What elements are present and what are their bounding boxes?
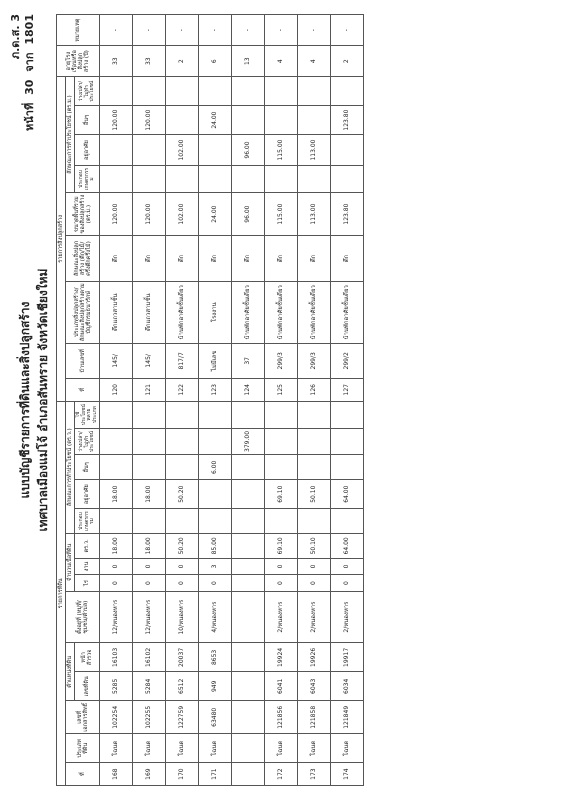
cell-no: 170 [166, 763, 199, 786]
cell-b-agri [133, 166, 166, 193]
cell-mat: ตึก [199, 236, 232, 281]
cell-age: 2 [166, 46, 199, 77]
cell-doc-no: 63480 [199, 701, 232, 734]
cell-parcel: 2/หนองหาร [298, 591, 331, 643]
table-body [100, 15, 364, 786]
cell-mat: ตึก [331, 236, 364, 281]
cell-vacant [166, 428, 199, 455]
cell-b-no: 125 [265, 378, 298, 401]
cell-ngan [232, 558, 265, 575]
col-b-area: ขนาดพื้นที่รวมของสิ่งปลูกสร้าง (ตร.ม.) [66, 192, 100, 235]
cell-b-agri [298, 166, 331, 193]
cell-b-vacant [298, 77, 331, 106]
cell-doc-no: 102255 [133, 701, 166, 734]
cell-b-other: 123.80 [331, 106, 364, 135]
cell-vacant: 379.00 [232, 428, 265, 455]
group-use-land: ลักษณะการทำประโยชน์ (ตร.ว.) [66, 401, 75, 533]
cell-remark: - [100, 15, 133, 46]
col-remark: หมายเหตุ [57, 15, 100, 46]
col-rai: ไร่ [75, 575, 100, 592]
cell-b-agri [166, 166, 199, 193]
cell-b-res: 113.00 [298, 135, 331, 166]
cell-no: 171 [199, 763, 232, 786]
cell-parcel: 10/หนองหาร [166, 591, 199, 643]
cell-age: 6 [199, 46, 232, 77]
cell-other [133, 455, 166, 480]
cell-remark: - [166, 15, 199, 46]
group-building-header: รายการสิ่งปลูกสร้าง [57, 77, 66, 401]
cell-b-no: 126 [298, 378, 331, 401]
of-label: จาก [23, 52, 36, 72]
cell-rai: 0 [100, 575, 133, 592]
cell-b-agri [232, 166, 265, 193]
cell-barea: 115.00 [265, 192, 298, 235]
cell-res [232, 480, 265, 509]
cell-mixed [166, 401, 199, 428]
cell-house: ไม่มีเลข [199, 343, 232, 378]
cell-b-vacant [265, 77, 298, 106]
cell-b-vacant [133, 77, 166, 106]
table-row [100, 15, 133, 786]
cell-btype: บ้านพักอาศัยชั้นเดียว [265, 281, 298, 343]
col-survey-page: หน้าสำรวจ [75, 643, 100, 672]
table-row [298, 15, 331, 786]
cell-doc-no: 121856 [265, 701, 298, 734]
cell-res: 50.20 [166, 480, 199, 509]
cell-barea: 24.00 [199, 192, 232, 235]
cell-b-no: 124 [232, 378, 265, 401]
col-other: อื่นๆ [75, 455, 100, 480]
cell-mat: ตึก [265, 236, 298, 281]
cell-land-no: 6512 [166, 672, 199, 701]
cell-doc: โฉนด [166, 734, 199, 763]
cell-doc-no: 102254 [100, 701, 133, 734]
cell-sqwa [232, 533, 265, 558]
cell-parcel: 12/หนองหาร [133, 591, 166, 643]
cell-land-no: 6034 [331, 672, 364, 701]
cell-agri [298, 509, 331, 534]
table-row [166, 15, 199, 786]
cell-b-res [100, 135, 133, 166]
cell-rai: 0 [265, 575, 298, 592]
cell-doc: โฉนด [298, 734, 331, 763]
cell-vacant [331, 428, 364, 455]
land-building-table [56, 14, 364, 786]
cell-land-no: 5285 [100, 672, 133, 701]
cell-mat: ตึก [166, 236, 199, 281]
group-use-building: ลักษณะการทำประโยชน์ (ตร.ม.) [66, 77, 75, 193]
cell-ngan: 0 [133, 558, 166, 575]
cell-doc: โฉนด [199, 734, 232, 763]
cell-barea: 96.00 [232, 192, 265, 235]
cell-b-res: 115.00 [265, 135, 298, 166]
cell-house: 299/3 [298, 343, 331, 378]
cell-b-res [331, 135, 364, 166]
col-land-no: เลขที่ดิน [75, 672, 100, 701]
cell-land-no [232, 672, 265, 701]
cell-btype: ตึกแถวสามชั้น [100, 281, 133, 343]
cell-mat: ตึก [232, 236, 265, 281]
col-no: ที่ [66, 763, 100, 786]
cell-b-res [133, 135, 166, 166]
cell-doc-no: 121849 [331, 701, 364, 734]
cell-res: 18.00 [100, 480, 133, 509]
cell-barea: 102.00 [166, 192, 199, 235]
cell-no: 168 [100, 763, 133, 786]
page-label: หน้าที่ [23, 102, 36, 131]
cell-other [232, 455, 265, 480]
cell-sqwa: 50.20 [166, 533, 199, 558]
cell-b-no: 127 [331, 378, 364, 401]
cell-b-other: 24.00 [199, 106, 232, 135]
cell-agri [265, 509, 298, 534]
cell-rai: 0 [331, 575, 364, 592]
cell-res: 69.10 [265, 480, 298, 509]
cell-other [298, 455, 331, 480]
cell-agri [232, 509, 265, 534]
document-title: แบบบัญชีรายการที่ดินและสิ่งปลูกสร้าง [18, 301, 32, 499]
group-location: ตำแหน่งที่ดิน [66, 643, 75, 701]
cell-doc-no [232, 701, 265, 734]
cell-age: 13 [232, 46, 265, 77]
col-material: ลักษณะสิ่งปลูกสร้าง (ตึก/ไม้/ครึ่งตึกครึ่งไม้) [66, 236, 100, 281]
col-agri: ประกอบเกษตรกรรม [75, 509, 100, 534]
cell-res: 18.00 [133, 480, 166, 509]
cell-b-other [298, 106, 331, 135]
col-b-type: ประเภทสิ่งปลูกสร้าง/ลักษณะสิ่งปลูกสร้างตามบัญชีกรมธนารักษ์ [66, 281, 100, 343]
cell-ngan: 0 [166, 558, 199, 575]
cell-parcel: 2/หนองหาร [265, 591, 298, 643]
cell-remark: - [133, 15, 166, 46]
cell-age: 4 [265, 46, 298, 77]
col-b-residential: อยู่อาศัย [75, 135, 100, 166]
cell-barea: 120.00 [100, 192, 133, 235]
cell-b-no: 123 [199, 378, 232, 401]
cell-other [166, 455, 199, 480]
cell-parcel: 2/หนองหาร [331, 591, 364, 643]
cell-age: 33 [133, 46, 166, 77]
cell-b-no: 121 [133, 378, 166, 401]
cell-age: 4 [298, 46, 331, 77]
table-row [265, 15, 298, 786]
cell-no: 169 [133, 763, 166, 786]
cell-b-other: 120.00 [133, 106, 166, 135]
cell-b-res: 96.00 [232, 135, 265, 166]
cell-other [265, 455, 298, 480]
cell-house: 145/ [133, 343, 166, 378]
cell-ngan: 3 [199, 558, 232, 575]
cell-parcel [232, 591, 265, 643]
cell-land-no: 949 [199, 672, 232, 701]
cell-land-no: 5284 [133, 672, 166, 701]
cell-house: 299/2 [331, 343, 364, 378]
cell-rai: 0 [199, 575, 232, 592]
cell-land-no: 6041 [265, 672, 298, 701]
cell-btype: บ้านพักอาศัยชั้นเดียว [298, 281, 331, 343]
group-land-header: รายการที่ดิน [57, 401, 66, 785]
cell-doc: โฉนด [133, 734, 166, 763]
table-row [199, 15, 232, 786]
cell-rai: 0 [298, 575, 331, 592]
cell-res: 64.00 [331, 480, 364, 509]
cell-b-agri [331, 166, 364, 193]
col-residential: อยู่อาศัย [75, 480, 100, 509]
cell-no: 174 [331, 763, 364, 786]
cell-doc: โฉนด [100, 734, 133, 763]
cell-b-agri [100, 166, 133, 193]
cell-mixed [133, 401, 166, 428]
cell-vacant [265, 428, 298, 455]
col-house-no: บ้านเลขที่ [66, 343, 100, 378]
cell-barea: 113.00 [298, 192, 331, 235]
cell-parcel: 12/หนองหาร [100, 591, 133, 643]
cell-vacant [298, 428, 331, 455]
cell-vacant [133, 428, 166, 455]
cell-ngan: 0 [100, 558, 133, 575]
cell-doc-no: 121858 [298, 701, 331, 734]
table-row [331, 15, 364, 786]
cell-rai: 0 [166, 575, 199, 592]
cell-remark: - [199, 15, 232, 46]
cell-b-agri [199, 166, 232, 193]
cell-survey: 8653 [199, 643, 232, 672]
col-b-vacant: ว่างเปล่า/ไม่ทำประโยชน์ [75, 77, 100, 106]
cell-mixed [265, 401, 298, 428]
cell-mixed [331, 401, 364, 428]
cell-vacant [199, 428, 232, 455]
cell-doc [232, 734, 265, 763]
cell-barea: 123.80 [331, 192, 364, 235]
cell-other: 6.00 [199, 455, 232, 480]
cell-mixed [298, 401, 331, 428]
col-doc-no: เลขที่เอกสารสิทธิ์ [66, 701, 100, 734]
cell-doc-no: 122759 [166, 701, 199, 734]
cell-remark: - [265, 15, 298, 46]
cell-agri [166, 509, 199, 534]
cell-b-vacant [199, 77, 232, 106]
cell-sqwa: 18.00 [100, 533, 133, 558]
table-row [232, 15, 265, 786]
cell-no: 172 [265, 763, 298, 786]
cell-b-vacant [166, 77, 199, 106]
total-pages: 1801 [23, 14, 36, 45]
cell-btype: บ้านพักอาศัยชั้นเดียว [331, 281, 364, 343]
cell-mat: ตึก [133, 236, 166, 281]
cell-survey: 19924 [265, 643, 298, 672]
cell-b-other [265, 106, 298, 135]
cell-rai: 0 [133, 575, 166, 592]
cell-mixed [232, 401, 265, 428]
cell-no: 173 [298, 763, 331, 786]
cell-res: 50.10 [298, 480, 331, 509]
page-number: 30 [23, 79, 36, 95]
cell-b-res [199, 135, 232, 166]
cell-sqwa: 69.10 [265, 533, 298, 558]
cell-ngan: 0 [331, 558, 364, 575]
cell-remark: - [298, 15, 331, 46]
cell-age: 2 [331, 46, 364, 77]
cell-doc: โฉนด [331, 734, 364, 763]
cell-remark: - [331, 15, 364, 46]
cell-agri [100, 509, 133, 534]
cell-survey: 19926 [298, 643, 331, 672]
cell-survey: 19917 [331, 643, 364, 672]
cell-mat: ตึก [100, 236, 133, 281]
cell-sqwa: 18.00 [133, 533, 166, 558]
col-sqwa: ตร.ว. [75, 533, 100, 558]
cell-b-agri [265, 166, 298, 193]
cell-survey [232, 643, 265, 672]
cell-b-vacant [331, 77, 364, 106]
cell-age: 33 [100, 46, 133, 77]
cell-b-other: 120.00 [100, 106, 133, 135]
cell-sqwa: 85.00 [199, 533, 232, 558]
cell-agri [331, 509, 364, 534]
cell-survey: 20037 [166, 643, 199, 672]
col-ngan: งาน [75, 558, 100, 575]
cell-land-no: 6043 [298, 672, 331, 701]
cell-other [331, 455, 364, 480]
cell-survey: 16103 [100, 643, 133, 672]
cell-no [232, 763, 265, 786]
cell-b-no: 120 [100, 378, 133, 401]
cell-mixed [100, 401, 133, 428]
col-age: อายุโรงเรือนหรือสิ่งปลูกสร้าง (ปี) [57, 46, 100, 77]
cell-b-res: 102.00 [166, 135, 199, 166]
cell-sqwa: 64.00 [331, 533, 364, 558]
col-vacant: ว่างเปล่า/ไม่ทำประโยชน์ [75, 428, 100, 455]
cell-res [199, 480, 232, 509]
cell-barea: 120.00 [133, 192, 166, 235]
cell-btype: ตึกแถวสามชั้น [133, 281, 166, 343]
cell-vacant [100, 428, 133, 455]
cell-btype: บ้านพักอาศัยชั้นเดียว [232, 281, 265, 343]
col-doc-type: ประเภทที่ดิน [66, 734, 100, 763]
cell-rai [232, 575, 265, 592]
cell-btype: บ้านพักอาศัยชั้นเดียว [166, 281, 199, 343]
cell-parcel: 4/หนองหาร [199, 591, 232, 643]
cell-mat: ตึก [298, 236, 331, 281]
cell-ngan: 0 [298, 558, 331, 575]
document-subtitle: เทศบาลเมืองแม่โจ้ อำเภอสันทราย จังหวัดเชียงใหม่ [36, 268, 50, 532]
cell-mixed [199, 401, 232, 428]
cell-b-vacant [100, 77, 133, 106]
cell-house: 817/7 [166, 343, 199, 378]
group-area: จำนวนเนื้อที่ดิน [66, 533, 75, 591]
col-parcel: ตั้งอยู่ที่ (หมู่ที่/ชุมชน/ตำบล) [66, 591, 100, 643]
cell-house: 299/3 [265, 343, 298, 378]
cell-b-no: 122 [166, 378, 199, 401]
table-row [133, 15, 166, 786]
cell-b-other [232, 106, 265, 135]
cell-survey: 16102 [133, 643, 166, 672]
cell-house: 145/ [100, 343, 133, 378]
cell-ngan: 0 [265, 558, 298, 575]
cell-btype: โรงงาน [199, 281, 232, 343]
cell-agri [133, 509, 166, 534]
cell-house: 37 [232, 343, 265, 378]
cell-other [100, 455, 133, 480]
col-b-agri: ประกอบเกษตรกรรม [75, 166, 100, 193]
cell-remark: - [232, 15, 265, 46]
cell-b-vacant [232, 77, 265, 106]
cell-sqwa: 50.10 [298, 533, 331, 558]
col-mixed: ใช้ประโยชน์หลายประเภท [75, 401, 100, 428]
col-b-no: ที่ [66, 378, 100, 401]
cell-b-other [166, 106, 199, 135]
form-code: ภ.ด.ส. 3 [9, 14, 22, 60]
page-indicator [20, 14, 38, 135]
cell-doc: โฉนด [265, 734, 298, 763]
col-b-other: อื่นๆ [75, 106, 100, 135]
cell-agri [199, 509, 232, 534]
